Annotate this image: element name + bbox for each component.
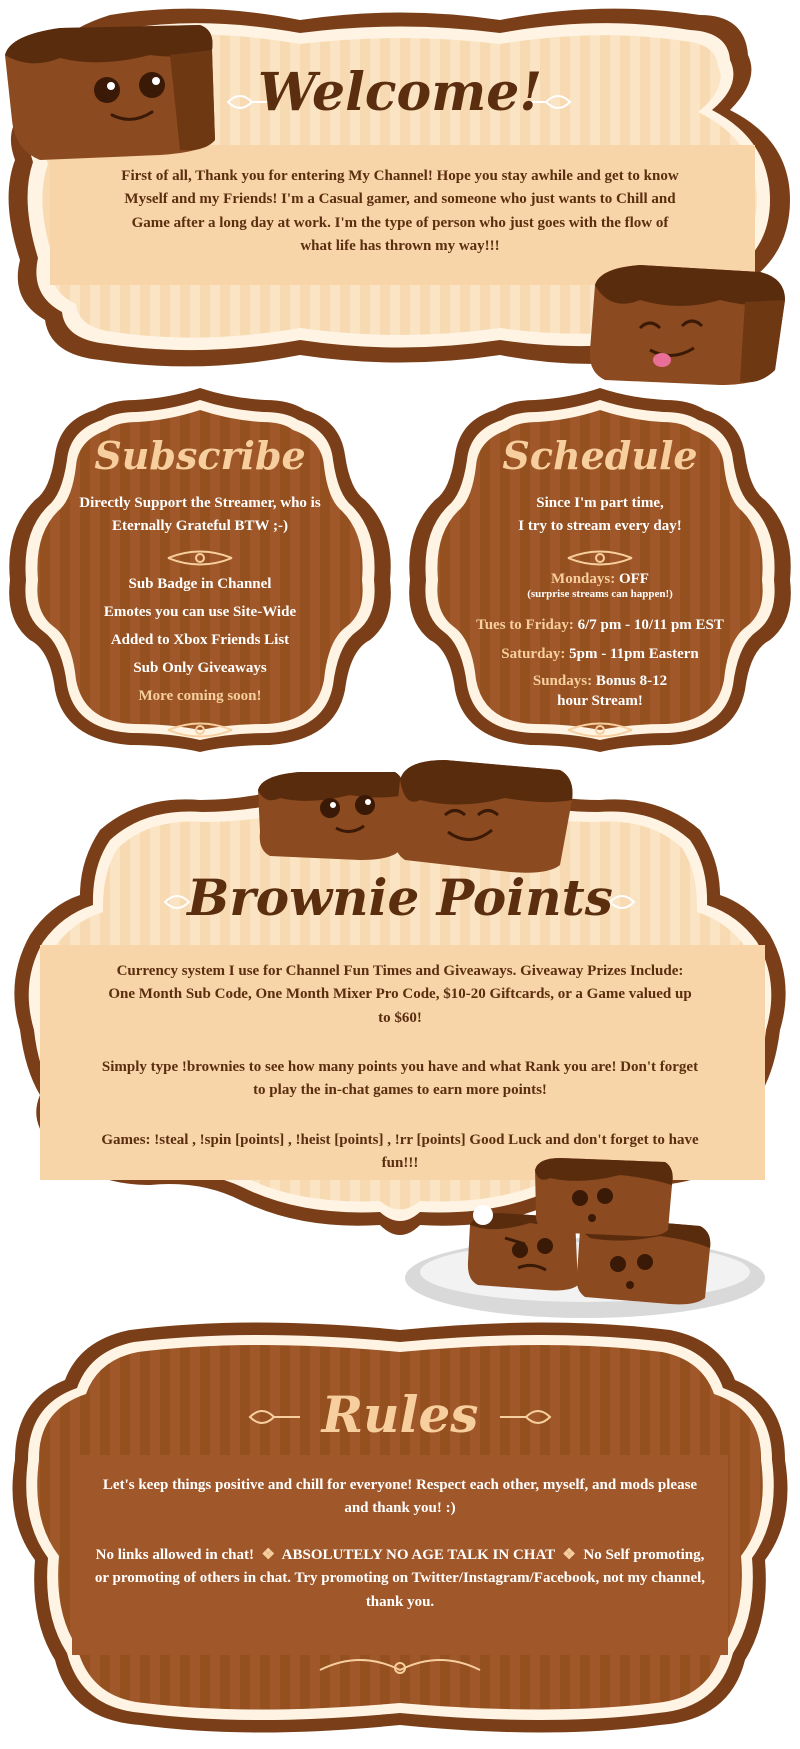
subscribe-item: Sub Only Giveaways xyxy=(133,660,267,676)
schedule-day-value: 6/7 pm - 10/11 pm EST xyxy=(577,617,724,633)
subscribe-intro: Directly Support the Streamer, who is Eternally Grateful BTW ;-) xyxy=(79,495,321,535)
diamond-divider-icon: ❖ xyxy=(558,1547,580,1563)
brownie-character-pair-right xyxy=(394,760,572,873)
schedule-day-label: Saturday: xyxy=(501,646,566,662)
schedule-mondays-note: (surprise streams can happen!) xyxy=(527,588,673,600)
brownie-points-title: Brownie Points xyxy=(187,868,613,927)
schedule-intro-line: I try to stream every day! xyxy=(518,518,682,535)
subscribe-more-coming: More coming soon! xyxy=(138,688,262,704)
brownie-character-tongue xyxy=(590,265,785,385)
schedule-intro xyxy=(460,492,740,539)
subscribe-title: Subscribe xyxy=(94,433,306,478)
brownie-character-pair-left xyxy=(258,772,405,860)
subscribe-item: Emotes you can use Site-Wide xyxy=(103,604,297,620)
schedule-sundays xyxy=(460,672,740,711)
brownie-points-para-1: Currency system I use for Channel Fun Times and Giveaways. Giveaway Prizes Include: One Month Sub Code, One Month Mixer Pro Code, $10-20 Giftcards, or a Game valued up to $60! xyxy=(108,963,692,1026)
rules-title: Rules xyxy=(321,1385,479,1444)
diamond-divider-icon: ❖ xyxy=(257,1547,279,1563)
rules-list xyxy=(90,1544,710,1614)
rule-item: No links allowed in chat! xyxy=(95,1547,254,1563)
schedule-day-value: 5pm - 11pm Eastern xyxy=(569,646,699,662)
rule-item: No Self xyxy=(583,1547,630,1563)
welcome-body: First of all, Thank you for entering My Channel! Hope you stay awhile and get to know Myself and my Friends! I'm a Casual gamer, and someone who just wants to Chill and Game after a long day at work. I'm the type of person who just goes with the flow of what life has thrown my way!!! xyxy=(121,168,679,254)
schedule-day-value: hour Stream! xyxy=(557,692,643,709)
brownie-points-para-3: Games: !steal , !spin [points] , !heist [points] , !rr [points] Good Luck and don't forget to have fun!!! xyxy=(101,1132,699,1172)
schedule-day-value: Bonus 8-12 xyxy=(595,673,668,689)
schedule-tues xyxy=(440,614,760,637)
brownie-points-para-2: Simply type !brownies to see how many points you have and what Rank you are! Don't forget to play the in-chat games to earn more points! xyxy=(101,1059,699,1099)
rule-item: ABSOLUTELY NO AGE TALK IN CHAT xyxy=(281,1547,555,1563)
rule-item-continued: promoting, or promoting of others in chat. Try promoting on Twitter/Instagram/Facebook, not my channel, thank you. xyxy=(94,1547,706,1610)
rules-intro: Let's keep things positive and chill for everyone! Respect each other, myself, and mods please and thank you! :) xyxy=(102,1477,698,1517)
schedule-day-value: OFF xyxy=(618,571,649,587)
welcome-title: Welcome! xyxy=(257,62,543,123)
schedule-intro-line: Since I'm part time, xyxy=(536,495,664,511)
subscribe-item: Added to Xbox Friends List xyxy=(110,632,290,648)
schedule-saturday xyxy=(460,643,740,666)
schedule-title: Schedule xyxy=(502,433,698,478)
subscribe-item: Sub Badge in Channel xyxy=(128,576,272,592)
schedule-day-label: Sundays: xyxy=(532,673,593,689)
schedule-day-label: Tues to Friday: xyxy=(476,617,574,633)
schedule-day-label: Mondays: xyxy=(551,571,616,587)
schedule-mondays xyxy=(460,570,740,601)
